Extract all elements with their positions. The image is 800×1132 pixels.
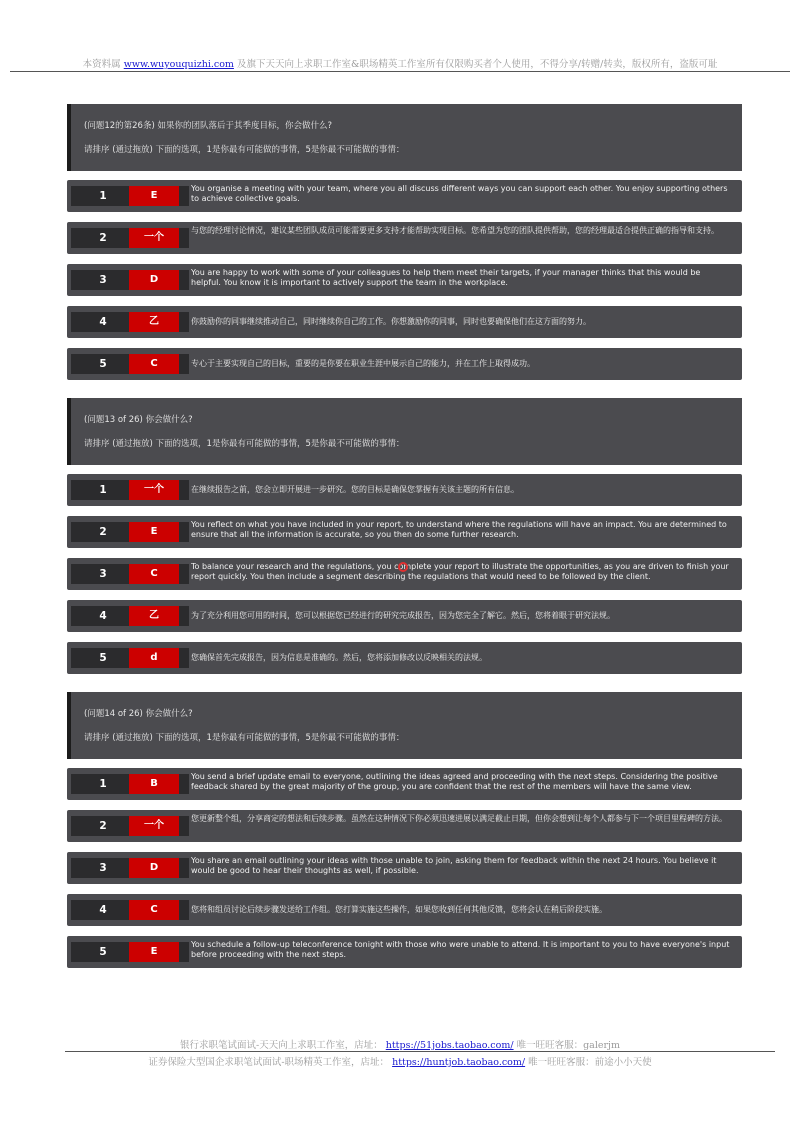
option-letter-badge: 一个 xyxy=(129,480,179,500)
rank-number: 1 xyxy=(99,190,107,202)
ranking-row[interactable] xyxy=(67,768,742,800)
footer-line1-link[interactable]: https://51jobs.taobao.com/ xyxy=(385,1040,514,1051)
option-letter-badge: B xyxy=(129,774,179,794)
ranking-row[interactable] xyxy=(67,852,742,884)
option-text: 您将和组员讨论后续步骤发送给工作组。您打算实施这些操作，如果您收到任何其他反馈，您将会认在稍后阶段实施。 xyxy=(191,905,607,914)
option-letter-badge: 乙 xyxy=(129,312,179,332)
ranking-row[interactable] xyxy=(67,306,742,338)
question-instruction: 请排序 (通过拖放) 下面的选项，1是你最有可能做的事情，5是你最不可能做的事情： xyxy=(84,439,405,449)
option-text: 您更新整个组，分享商定的想法和后续步骤。虽然在这种情况下你必须迅速进展以满足截止日期，但你会想到让每个人都参与下一个项目里程碑的方法。 xyxy=(191,814,727,823)
rank-number: 2 xyxy=(99,232,107,244)
rank-number: 4 xyxy=(99,904,107,916)
ranking-row[interactable] xyxy=(67,180,742,212)
header-link[interactable]: www.wuyouquizhi.com xyxy=(123,59,234,70)
ranking-row[interactable] xyxy=(67,348,742,380)
rank-number: 5 xyxy=(99,652,107,664)
rank-number: 2 xyxy=(99,526,107,538)
footer-line1-prefix: 银行求职笔试面试-天天向上求职工作室，店址： xyxy=(180,1040,383,1051)
option-letter-badge: C xyxy=(129,900,179,920)
page-header xyxy=(0,56,800,70)
header-prefix: 本资料属 xyxy=(82,59,121,70)
option-letter-badge: C xyxy=(129,564,179,584)
question-header xyxy=(67,104,742,171)
footer-line-1 xyxy=(0,1037,800,1051)
rank-number: 3 xyxy=(99,862,107,874)
option-letter-badge: E xyxy=(129,522,179,542)
footer-line2-prefix: 证券保险大型国企求职笔试面试-职场精英工作室，店址： xyxy=(148,1057,390,1068)
header-suffix: 及旗下天天向上求职工作室&职场精英工作室所有仅限购买者个人使用，不得分享/转赠/转卖，版权所有，盗版可耻 xyxy=(236,59,718,70)
option-letter-badge: 乙 xyxy=(129,606,179,626)
rank-number: 3 xyxy=(99,568,107,580)
option-letter-badge: 一个 xyxy=(129,816,179,836)
option-letter-badge: D xyxy=(129,270,179,290)
option-letter-badge: 一个 xyxy=(129,228,179,248)
option-text: You schedule a follow-up teleconference tonight with those who were unable to attend. It is important to you to have everyone's input before proceeding with the next steps. xyxy=(191,940,730,959)
header-divider xyxy=(10,71,790,72)
rank-number: 1 xyxy=(99,484,107,496)
option-text: You organise a meeting with your team, where you all discuss different ways you can support each other. You enjoy supporting others to achieve collective goals. xyxy=(191,184,728,203)
ranking-row[interactable] xyxy=(67,600,742,632)
ranking-row[interactable] xyxy=(67,642,742,674)
ranking-row[interactable] xyxy=(67,474,742,506)
question-block-14 xyxy=(67,692,742,959)
question-instruction: 请排序 (通过拖放) 下面的选项，1是你最有可能做的事情，5是你最不可能做的事情： xyxy=(84,145,405,155)
rank-number: 4 xyxy=(99,610,107,622)
rank-number: 5 xyxy=(99,358,107,370)
question-header xyxy=(67,692,742,759)
option-letter-badge: C xyxy=(129,354,179,374)
option-text: 在继续报告之前，您会立即开展进一步研究。您的目标是确保您掌握有关该主题的所有信息。 xyxy=(191,485,519,494)
option-text: 专心于主要实现自己的目标，重要的是你要在职业生涯中展示自己的能力，并在工作上取得成功。 xyxy=(191,359,535,368)
rank-number: 3 xyxy=(99,274,107,286)
question-block-13 xyxy=(67,398,742,664)
option-text: To balance your research and the regulations, you complete your report to illustrate the opportunities, as you are driven to finish your report quickly. You then include a segment describing the regulations that would need to be followed by the client. xyxy=(191,562,729,581)
ranking-row[interactable] xyxy=(67,222,742,254)
rank-number: 4 xyxy=(99,316,107,328)
question-header xyxy=(67,398,742,465)
option-letter-badge: D xyxy=(129,858,179,878)
ranking-row[interactable] xyxy=(67,516,742,548)
question-block-12 xyxy=(67,104,742,370)
ranking-row[interactable] xyxy=(67,810,742,842)
option-text: 你鼓励你的同事继续推动自己，同时继续你自己的工作。你想激励你的同事，同时也要确保他们在这方面的努力。 xyxy=(191,317,591,326)
rank-number: 5 xyxy=(99,946,107,958)
option-text: You reflect on what you have included in your report, to understand where the regulations will have an impact. You are determined to ensure that all the information is accurate, so you then do some further research. xyxy=(191,520,727,539)
option-letter-badge: d xyxy=(129,648,179,668)
option-letter-badge: E xyxy=(129,186,179,206)
footer-line2-link[interactable]: https://huntjob.taobao.com/ xyxy=(392,1057,526,1068)
question-title: (问题13 of 26) 你会做什么? xyxy=(84,415,193,425)
option-letter-badge: E xyxy=(129,942,179,962)
question-instruction: 请排序 (通过拖放) 下面的选项，1是你最有可能做的事情，5是你最不可能做的事情： xyxy=(84,733,405,743)
ranking-row[interactable] xyxy=(67,894,742,926)
cursor-marker-icon xyxy=(398,562,408,572)
footer-line1-suffix: 唯一旺旺客服：galerjm xyxy=(516,1040,620,1051)
footer-line-2 xyxy=(0,1054,800,1068)
option-text: 您确保首先完成报告，因为信息是准确的。然后，您将添加修改以反映相关的法规。 xyxy=(191,653,487,662)
footer-divider xyxy=(65,1051,775,1052)
option-text: You send a brief update email to everyone, outlining the ideas agreed and proceeding with the next steps. Considering the positive feedback shared by the great majority of the group, you are confident that the rest of the members will have the same view. xyxy=(191,772,718,791)
question-title: (问题12的第26条) 如果你的团队落后于其季度目标，你会做什么? xyxy=(84,121,332,131)
rank-number: 2 xyxy=(99,820,107,832)
option-text: You share an email outlining your ideas with those unable to join, asking them for feedback within the next 24 hours. You believe it would be good to hear their thoughts as well, if possible. xyxy=(191,856,717,875)
rank-number: 1 xyxy=(99,778,107,790)
ranking-row[interactable] xyxy=(67,264,742,296)
option-text: 为了充分利用您可用的时间，您可以根据您已经进行的研究完成报告，因为您完全了解它。然后，您将着眼于研究法规。 xyxy=(191,611,615,620)
footer-line2-suffix: 唯一旺旺客服：前途小小天使 xyxy=(528,1057,652,1068)
question-title: (问题14 of 26) 你会做什么? xyxy=(84,709,193,719)
ranking-row[interactable] xyxy=(67,936,742,968)
option-text: You are happy to work with some of your colleagues to help them meet their targets, if your manager thinks that this would be helpful. You know it is important to actively support the team in the workplace. xyxy=(191,268,701,287)
option-text: 与您的经理讨论情况，建议某些团队成员可能需要更多支持才能帮助实现目标。您希望为您的团队提供帮助，您的经理最适合提供正确的指导和支持。 xyxy=(191,226,719,235)
